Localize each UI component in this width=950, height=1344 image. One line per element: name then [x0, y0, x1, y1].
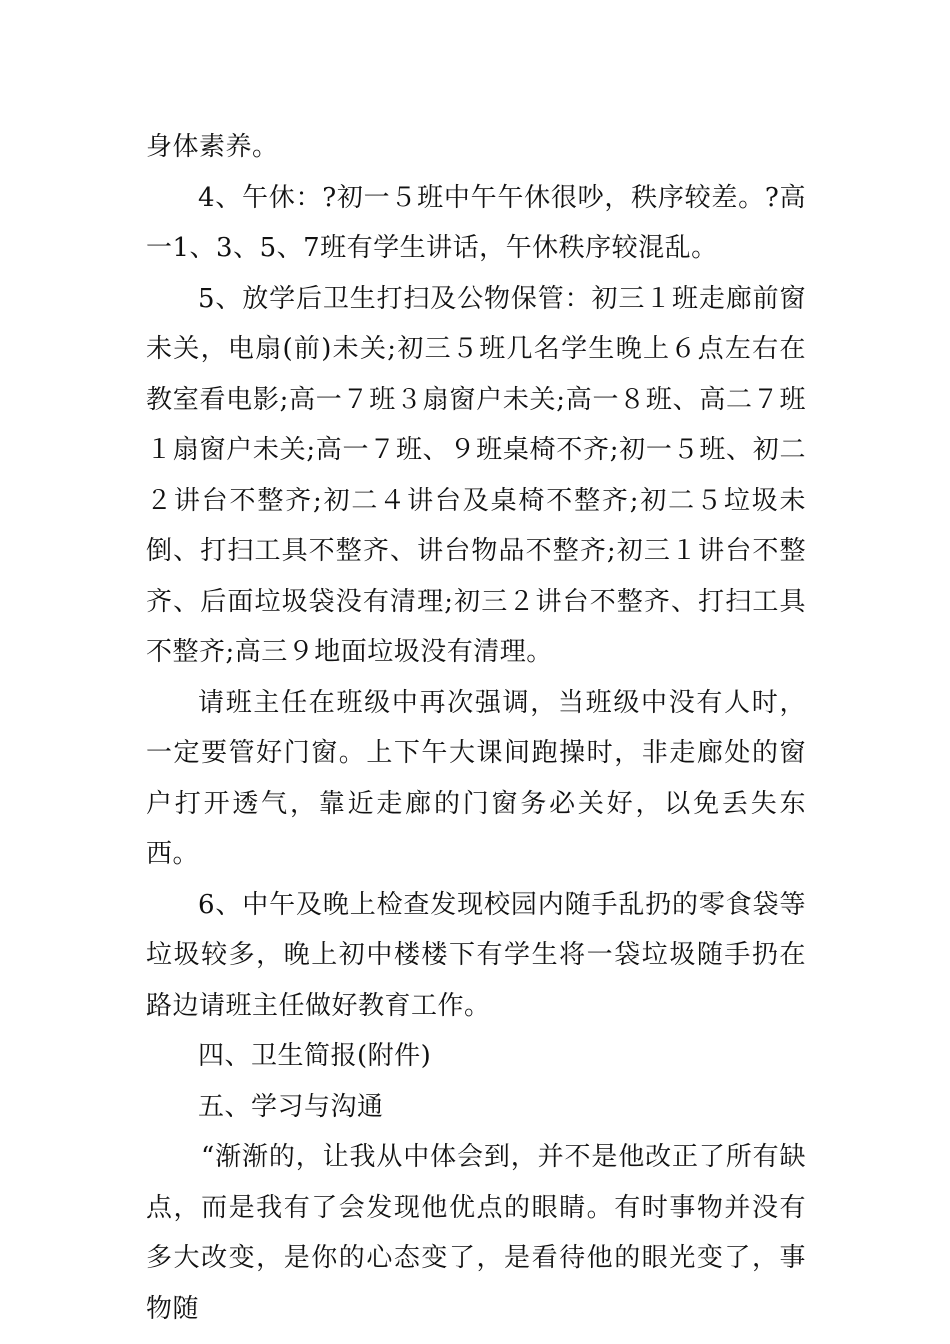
paragraph-after-school-cleaning: 5、放学后卫生打扫及公物保管：初三１班走廊前窗未关，电扇(前)未关;初三５班几名学生晚上６点左右在教室看电影;高一７班３扇窗户未关;高一８班、高二７班１扇窗户未关;高一７班、９班桌椅不齐;初一５班、初二２讲台不整齐;初二４讲台及桌椅不整齐;初二５垃圾未倒、打扫工具不整齐、讲台物品不整齐;初三１讲台不整齐、后面垃圾袋没有清理;初三２讲台不整齐、打扫工具不整齐;高三９地面垃圾没有清理。 [146, 283, 806, 667]
paragraph-continuation: 身体素养。 [146, 132, 279, 162]
section-heading-hygiene-report: 四、卫生简报(附件) [198, 1041, 432, 1071]
paragraph-litter-check: 6、中午及晚上检查发现校园内随手乱扔的零食袋等垃圾较多，晚上初中楼楼下有学生将一袋垃圾随手扔在路边请班主任做好教育工作。 [146, 889, 806, 1021]
paragraph-teacher-reminder: 请班主任在班级中再次强调，当班级中没有人时，一定要管好门窗。上下午大课间跑操时，非走廊处的窗户打开透气，靠近走廊的门窗务必关好，以免丢失东西。 [146, 687, 806, 869]
paragraph-noon-rest: 4、午休：?初一５班中午午休很吵，秩序较差。?高一1、3、5、7班有学生讲话，午休秩序较混乱。 [146, 182, 806, 263]
document-page [146, 122, 806, 1334]
paragraph-quote: “渐渐的，让我从中体会到，并不是他改正了所有缺点，而是我有了会发现他优点的眼睛。有时事物并没有多大改变，是你的心态变了，是看待他的眼光变了，事物随 [146, 1142, 806, 1324]
section-heading-learning-communication: 五、学习与沟通 [198, 1091, 384, 1122]
